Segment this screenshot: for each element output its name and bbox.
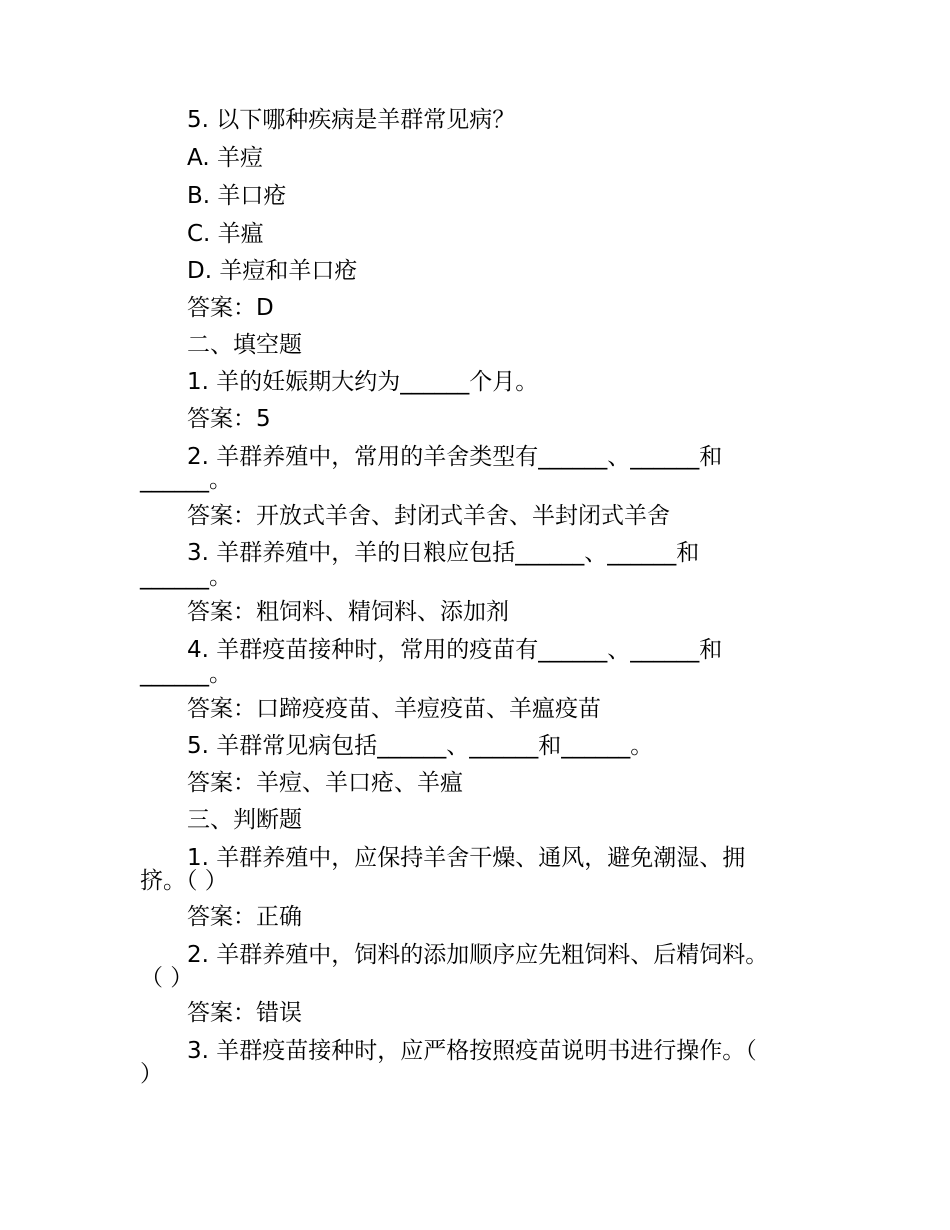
answer-line: 答案：开放式羊舍、封闭式羊舍、半封闭式羊舍 [187,503,670,529]
answer-line: 答案：正确 [187,904,302,930]
answer-line: 答案：羊痘、羊口疮、羊瘟 [187,770,463,796]
judge-question-1-continuation: 挤。（ ） [140,868,228,894]
option-d: D. 羊痘和羊口疮 [187,258,358,284]
section-heading-true-false: 三、判断题 [187,807,302,833]
answer-line: 答案：5 [187,406,271,432]
fill-question-2-continuation: ______。 [140,467,232,493]
judge-question-2-continuation: （ ） [140,965,194,991]
judge-question-3-continuation: ） [140,1061,163,1087]
judge-question-1: 1. 羊群养殖中，应保持羊舍干燥、通风，避免潮湿、拥 [187,845,746,871]
fill-question-1: 1. 羊的妊娠期大约为______个月。 [187,369,539,395]
option-c: C. 羊瘟 [187,221,264,247]
fill-question-4-continuation: ______。 [140,661,232,687]
fill-question-2: 2. 羊群养殖中，常用的羊舍类型有______、______和 [187,444,723,470]
fill-question-5: 5. 羊群常见病包括______、______和______。 [187,733,654,759]
section-heading-fill-blank: 二、填空题 [187,332,302,358]
fill-question-3: 3. 羊群养殖中，羊的日粮应包括______、______和 [187,540,700,566]
fill-question-3-continuation: ______。 [140,564,232,590]
option-a: A. 羊痘 [187,145,263,171]
answer-line: 答案：错误 [187,1000,302,1026]
answer-line: 答案：D [187,295,274,321]
question-5-choice: 5. 以下哪种疾病是羊群常见病？ [187,107,516,133]
answer-line: 答案：口蹄疫疫苗、羊痘疫苗、羊瘟疫苗 [187,696,601,722]
judge-question-2: 2. 羊群养殖中，饲料的添加顺序应先粗饲料、后精饲料。 [187,942,769,968]
answer-line: 答案：粗饲料、精饲料、添加剂 [187,599,509,625]
option-b: B. 羊口疮 [187,183,287,209]
fill-question-4: 4. 羊群疫苗接种时，常用的疫苗有______、______和 [187,637,723,663]
judge-question-3: 3. 羊群疫苗接种时，应严格按照疫苗说明书进行操作。（ [187,1038,757,1064]
